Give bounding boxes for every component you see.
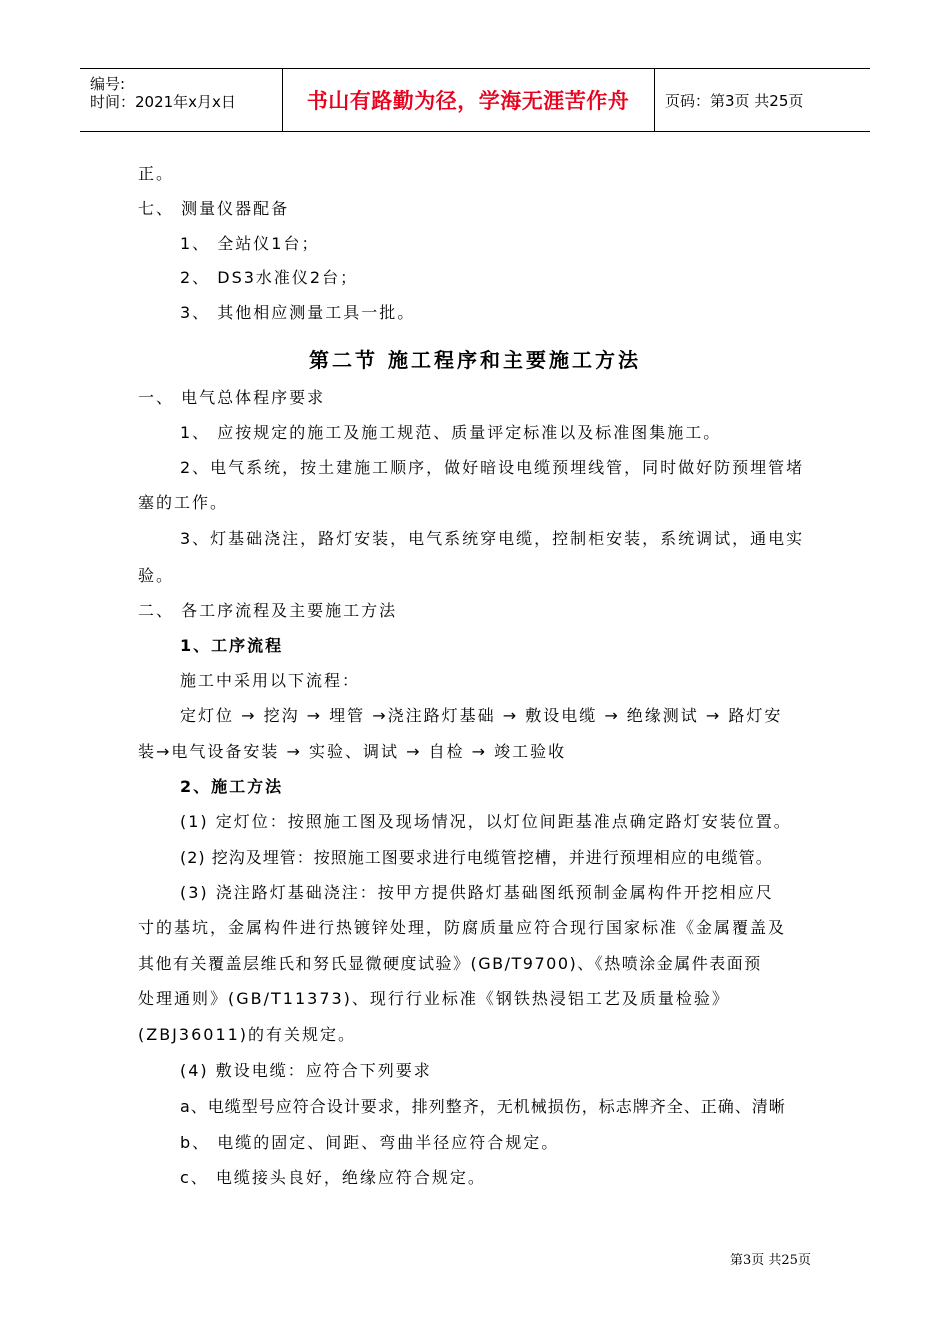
list-item: 3、 其他相应测量工具一批。: [180, 303, 416, 322]
text-line: 定灯位 → 挖沟 → 埋管 →浇注路灯基础 → 敷设电缆 → 绝缘测试 → 路灯安: [180, 706, 783, 725]
text-line: a、电缆型号应符合设计要求，排列整齐，无机械损伤，标志牌齐全、正确、清晰: [180, 1097, 786, 1116]
heading-electrical: 一、 电气总体程序要求: [138, 388, 326, 407]
text-line: 装→电气设备安装 → 实验、调试 → 自检 → 竣工验收: [138, 742, 567, 761]
text-line: 3、灯基础浇注，路灯安装，电气系统穿电缆，控制柜安装，系统调试，通电实: [180, 529, 805, 548]
text-line: (4) 敷设电缆：应符合下列要求: [180, 1061, 432, 1080]
list-item: 1、 全站仪1台；: [180, 234, 320, 253]
header-meta: [80, 69, 283, 131]
text-line: 1、 应按规定的施工及施工规范、质量评定标准以及标准图集施工。: [180, 423, 722, 442]
page-footer: 第3页 共25页: [730, 1253, 811, 1268]
subheading-method: 2、施工方法: [180, 777, 284, 796]
list-item: 2、 DS3水准仪2台；: [180, 268, 359, 287]
header-motto-cell: [282, 69, 655, 131]
text-line: 塞的工作。: [138, 493, 229, 512]
text-line: 施工中采用以下流程：: [180, 671, 361, 690]
heading-process: 二、 各工序流程及主要施工方法: [138, 601, 398, 620]
text-line: (2) 挖沟及埋管：按照施工图要求进行电缆管挖槽，并进行预埋相应的电缆管。: [180, 848, 773, 867]
text-line: (1) 定灯位：按照施工图及现场情况，以灯位间距基准点确定路灯安装位置。: [180, 812, 792, 831]
text-line: 2、电气系统，按土建施工顺序，做好暗设电缆预埋线管，同时做好防预埋管堵: [180, 458, 805, 477]
page-header: [80, 68, 870, 132]
text-line: 正。: [138, 164, 175, 183]
text-line: 其他有关覆盖层维氏和努氏显微硬度试验》(GB/T9700)、《热喷涂金属件表面预: [138, 954, 762, 973]
page-label: 页码：第3页 共25页: [665, 91, 804, 110]
time-label: 时间：2021年x月x日: [90, 93, 236, 111]
text-line: (ZBJ36011)的有关规定。: [138, 1025, 357, 1044]
subheading-flow: 1、工序流程: [180, 636, 284, 655]
text-line: (3) 浇注路灯基础浇注：按甲方提供路灯基础图纸预制金属构件开挖相应尺: [180, 883, 774, 902]
header-page-cell: [655, 69, 870, 131]
heading-instruments: 七、 测量仪器配备: [138, 199, 290, 218]
section-title: 第二节 施工程序和主要施工方法: [309, 348, 641, 372]
number-label: 编号:: [90, 75, 126, 93]
motto: 书山有路勤为径，学海无涯苦作舟: [306, 89, 630, 113]
text-line: b、 电缆的固定、间距、弯曲半径应符合规定。: [180, 1133, 560, 1152]
text-line: 处理通则》(GB/T11373)、现行行业标准《钢铁热浸铝工艺及质量检验》: [138, 989, 730, 1008]
text-line: 寸的基坑，金属构件进行热镀锌处理，防腐质量应符合现行国家标准《金属覆盖及: [138, 918, 787, 937]
text-line: c、 电缆接头良好，绝缘应符合规定。: [180, 1168, 486, 1187]
text-line: 验。: [138, 566, 175, 585]
